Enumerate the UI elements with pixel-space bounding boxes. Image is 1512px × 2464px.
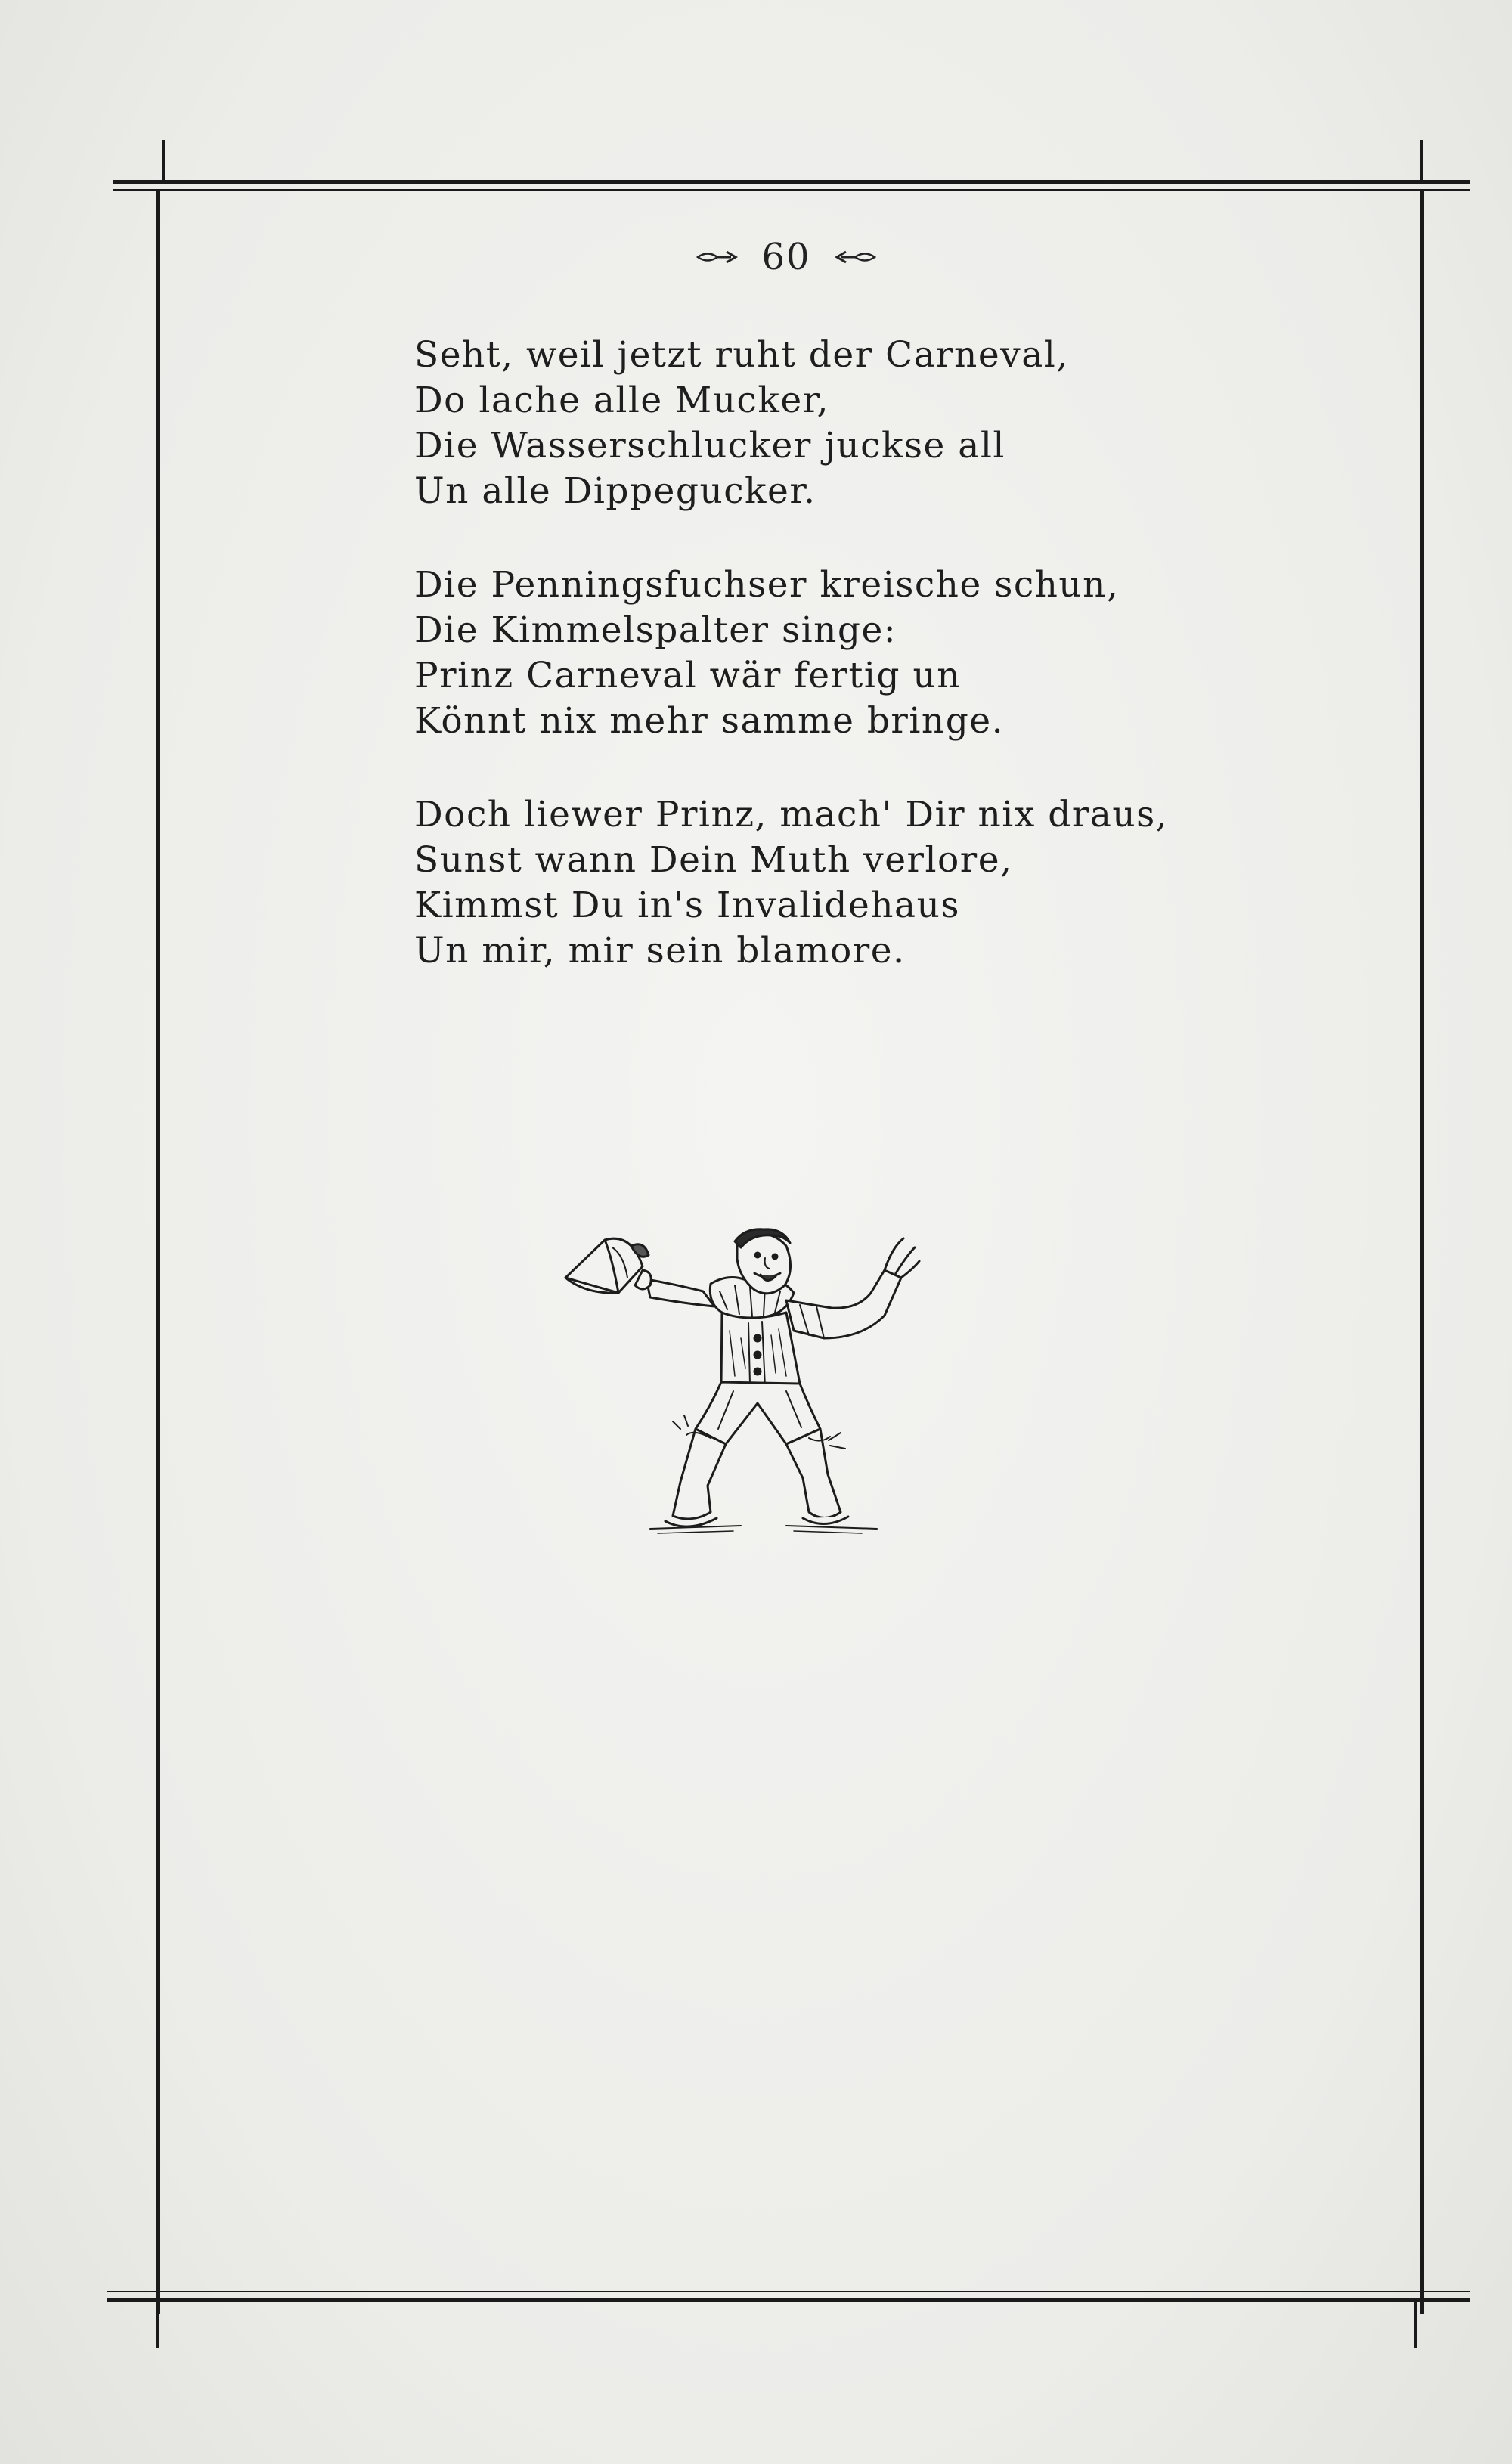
page-number: 60 [761, 236, 811, 278]
verse-line: Un alle Dippegucker. [414, 470, 816, 512]
top-border-rule [113, 180, 1470, 184]
stanza-1 [414, 333, 1246, 514]
verse-line: Die Kimmelspalter singe: [414, 609, 897, 651]
poem [414, 333, 1246, 1022]
left-flourish-icon [696, 246, 742, 268]
top-border-rule-thin [113, 189, 1470, 191]
bottom-border-rule-thin [107, 2291, 1470, 2292]
right-flourish-icon [831, 246, 876, 268]
verse-line: Sunst wann Dein Muth verlore, [414, 839, 1013, 881]
top-right-tick [1420, 140, 1423, 184]
jester-illustration [559, 1225, 998, 1542]
stanza-2 [414, 563, 1246, 744]
verse-line: Könnt nix mehr samme bringe. [414, 700, 1005, 742]
verse-line: Do lache alle Mucker, [414, 380, 829, 421]
bottom-left-tick [156, 2302, 159, 2348]
verse-line: Seht, weil jetzt ruht der Carneval, [414, 334, 1069, 376]
stanza-3 [414, 792, 1246, 974]
verse-line: Kimmst Du in's Invalidehaus [414, 885, 960, 926]
bottom-right-tick [1414, 2302, 1417, 2348]
page-header [680, 231, 892, 284]
bottom-border-rule [107, 2298, 1470, 2302]
verse-line: Die Penningsfuchser kreische schun, [414, 564, 1120, 606]
top-left-tick [162, 140, 165, 184]
verse-line: Die Wasserschlucker juckse all [414, 425, 1005, 466]
right-border-rule [1420, 189, 1424, 2314]
verse-line: Un mir, mir sein blamore. [414, 930, 906, 972]
verse-line: Doch liewer Prinz, mach' Dir nix draus, [414, 794, 1169, 835]
left-border-rule [156, 189, 160, 2314]
verse-line: Prinz Carneval wär fertig un [414, 655, 961, 696]
